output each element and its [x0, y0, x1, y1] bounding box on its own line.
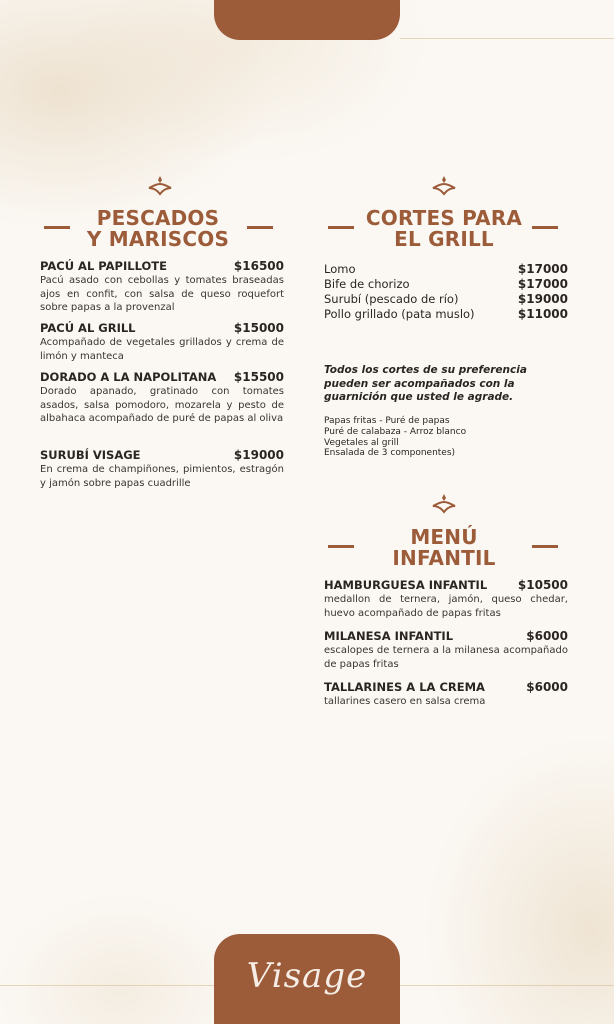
list-item [324, 306, 568, 321]
item-description: medallon de ternera, jamón, queso chedar, huevo acompañado de papas fritas [324, 594, 568, 619]
brand-logo: Visage [246, 956, 368, 996]
menu-item [324, 680, 568, 709]
item-price: $19000 [233, 448, 284, 462]
list-item [324, 261, 568, 276]
ornament-icon [431, 174, 457, 196]
title-line: PESCADOS [96, 206, 220, 230]
item-name: DORADO A LA NAPOLITANA [40, 370, 217, 384]
item-description: En crema de champiñones, pimientos, estragón y jamón sobre papas cuadrille [40, 464, 284, 489]
heading-dash [44, 226, 70, 229]
ornament-icon [431, 492, 457, 514]
side-dish-line: Puré de calabaza - Arroz blanco [324, 426, 467, 437]
heading-dash [328, 226, 354, 229]
title-line: MENÚ [410, 525, 478, 549]
list-item [324, 291, 568, 306]
menu-item [40, 259, 284, 315]
grill-cuts-list [324, 261, 568, 321]
item-price: $10500 [517, 578, 568, 592]
menu-item [324, 629, 568, 671]
ornament-icon [147, 174, 173, 196]
section-title-pescados [74, 208, 242, 250]
item-name: HAMBURGUESA INFANTIL [324, 578, 488, 592]
decorative-vein [400, 985, 614, 986]
side-dish-note: Todos los cortes de su preferencia pueden ser acompañados con la guarnición que usted le agrade. [324, 364, 527, 403]
heading-dash [328, 545, 354, 548]
menu-item [40, 448, 284, 490]
item-price: $6000 [526, 629, 568, 643]
item-price: $6000 [526, 680, 568, 694]
item-price: $15500 [233, 370, 284, 384]
item-name: MILANESA INFANTIL [324, 629, 454, 643]
item-name: PACÚ AL PAPILLOTE [40, 259, 167, 273]
item-name: PACÚ AL GRILL [40, 321, 136, 335]
item-name: TALLARINES A LA CREMA [324, 680, 485, 694]
title-line: Y MARISCOS [86, 227, 230, 251]
side-dish-line: Vegetales al grill [324, 437, 399, 448]
heading-dash [532, 545, 558, 548]
item-description: escalopes de ternera a la milanesa acompañado de papas fritas [324, 645, 568, 670]
heading-dash [247, 226, 273, 229]
cut-price: $19000 [517, 291, 568, 306]
list-item [324, 276, 568, 291]
decorative-vein [0, 985, 214, 986]
item-description: tallarines casero en salsa crema [324, 696, 486, 707]
cut-name: Bife de chorizo [324, 276, 410, 291]
menu-item [40, 321, 284, 363]
side-dish-line: Ensalada de 3 componentes) [324, 448, 456, 459]
cut-price: $11000 [517, 306, 568, 321]
top-tab [214, 0, 400, 40]
cut-name: Surubí (pescado de río) [324, 291, 459, 306]
title-line: EL GRILL [394, 227, 494, 251]
menu-item [40, 370, 284, 426]
section-title-infantil [370, 527, 518, 569]
item-price: $16500 [233, 259, 284, 273]
heading-dash [532, 226, 558, 229]
cut-name: Pollo grillado (pata muslo) [324, 306, 475, 321]
cut-price: $17000 [517, 276, 568, 291]
side-dish-list [324, 416, 568, 459]
side-dish-line: Papas fritas - Puré de papas [324, 416, 450, 426]
decorative-vein [400, 38, 614, 39]
item-name: SURUBÍ VISAGE [40, 448, 141, 462]
item-description: Dorado apanado, gratinado con tomates asados, salsa pomodoro, mozarela y pesto de albahaca acompañado de puré de papas al oliva [40, 386, 284, 424]
menu-item [324, 578, 568, 620]
item-description: Pacú asado con cebollas y tomates braseadas ajos en confit, con salsa de queso roquefort sobre papas a la provenzal [40, 275, 284, 313]
item-price: $15000 [233, 321, 284, 335]
section-title-cortes [355, 208, 533, 250]
cut-name: Lomo [324, 261, 356, 276]
cut-price: $17000 [517, 261, 568, 276]
title-line: INFANTIL [392, 546, 496, 570]
item-description: Acompañado de vegetales grillados y crema de limón y manteca [40, 337, 284, 362]
title-line: CORTES PARA [365, 206, 523, 230]
